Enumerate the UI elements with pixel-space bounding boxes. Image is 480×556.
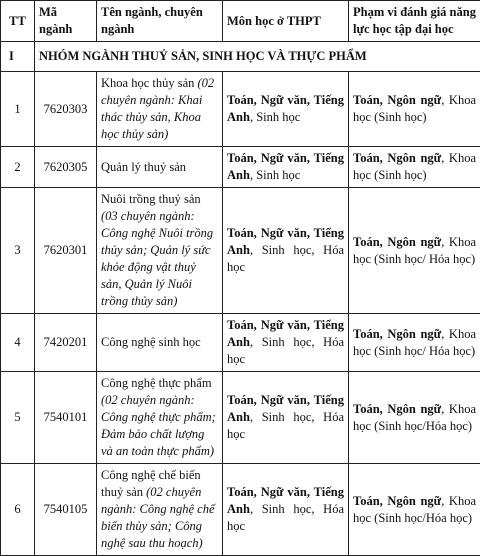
row-number-text: 5 <box>14 410 20 424</box>
extra-subjects: , Sinh học, Hóa học <box>227 335 344 366</box>
row-code-text: 7620305 <box>44 160 88 174</box>
row-code-text: 7620303 <box>44 102 88 116</box>
row-number-text: 3 <box>14 243 20 257</box>
group-title: NHÓM NGÀNH THUỶ SẢN, SINH HỌC VÀ THỰC PHẨM <box>35 42 480 72</box>
row-major-name <box>97 372 223 464</box>
extra-subjects: , Sinh học <box>250 168 300 182</box>
row-number <box>1 147 35 188</box>
core-subjects: Toán, Ngữ văn, Tiếng Anh <box>227 485 344 516</box>
row-code <box>35 372 97 464</box>
major-name: Nuôi trồng thuỷ sản <box>101 192 201 206</box>
row-eval-scope <box>349 372 480 464</box>
core-subjects: Toán, Ngữ văn, Tiếng Anh <box>227 151 344 182</box>
header-code: Mã ngành <box>35 1 97 42</box>
table-row <box>1 72 480 147</box>
row-major-name <box>97 147 223 188</box>
row-major-name <box>97 72 223 147</box>
eval-core: Toán, Ngôn ngữ <box>353 235 441 249</box>
table-row <box>1 314 480 372</box>
row-subjects <box>223 314 349 372</box>
row-subjects <box>223 72 349 147</box>
eval-core: Toán, Ngôn ngữ <box>353 402 441 416</box>
header-subjects: Môn học ở THPT <box>223 1 349 42</box>
core-subjects: Toán, Ngữ văn, Tiếng Anh <box>227 393 344 424</box>
extra-subjects: , Sinh học, Hóa học <box>227 502 344 533</box>
table-row <box>1 372 480 464</box>
eval-science: , Khoa học (Sinh học/ Hóa học) <box>353 327 476 358</box>
row-major-name <box>97 464 223 556</box>
row-code-text: 7620301 <box>44 243 88 257</box>
row-eval-scope <box>349 188 480 314</box>
row-subjects <box>223 372 349 464</box>
table-row <box>1 147 480 188</box>
eval-science: , Khoa học (Sinh học) <box>353 151 476 182</box>
row-code <box>35 147 97 188</box>
major-name: Khoa học thủy sản <box>101 76 198 90</box>
eval-core: Toán, Ngôn ngữ <box>353 494 441 508</box>
row-eval-scope <box>349 314 480 372</box>
group-row <box>1 42 480 72</box>
row-eval-scope <box>349 72 480 147</box>
row-number-text: 6 <box>14 502 20 516</box>
major-specializations: (02 chuyên ngành: Công nghệ thực phẩm; Đảm bảo chất lượng và an toàn thực phẩm) <box>101 393 216 458</box>
table-row <box>1 188 480 314</box>
row-major-name <box>97 188 223 314</box>
major-name: Công nghệ chế biến thuỷ sản <box>101 468 201 499</box>
extra-subjects: , Sinh học <box>250 110 300 124</box>
table-row <box>1 464 480 556</box>
row-code-text: 7540101 <box>44 410 88 424</box>
row-eval-scope <box>349 464 480 556</box>
major-specializations: (03 chuyên ngành: Công nghệ Nuôi trồng thủy sản; Quản lý sức khỏe động vật thuỷ sản, Quản lý Nuôi trồng thủy sản) <box>101 209 213 308</box>
major-specializations: (02 chuyên ngành: Khai thác thủy sản, Khoa học thủy sản) <box>101 76 214 141</box>
row-major-name <box>97 314 223 372</box>
eval-science: , Khoa học (Sinh học/Hóa học) <box>353 402 476 433</box>
major-name: Quản lý thuỷ sản <box>101 160 186 174</box>
extra-subjects: , Sinh học, Hóa học <box>227 410 344 441</box>
row-number-text: 2 <box>14 160 20 174</box>
row-eval-scope <box>349 147 480 188</box>
row-code-text: 7420201 <box>44 335 88 349</box>
eval-science: , Khoa học (Sinh học/ Hóa học) <box>353 235 476 266</box>
eval-science: , Khoa học (Sinh học/Hóa học) <box>353 494 476 525</box>
row-code <box>35 314 97 372</box>
row-subjects <box>223 147 349 188</box>
header-name: Tên ngành, chuyên ngành <box>97 1 223 42</box>
core-subjects: Toán, Ngữ văn, Tiếng Anh <box>227 93 344 124</box>
group-number: I <box>1 42 35 72</box>
row-number <box>1 188 35 314</box>
eval-core: Toán, Ngôn ngữ <box>353 93 441 107</box>
row-code <box>35 72 97 147</box>
core-subjects: Toán, Ngữ văn, Tiếng Anh <box>227 226 344 257</box>
row-number-text: 4 <box>14 335 20 349</box>
major-specializations: (02 chuyên ngành: Công nghệ chế biến thủy sản; Công nghệ sau thu hoạch) <box>101 485 215 550</box>
row-number <box>1 464 35 556</box>
row-code-text: 7540105 <box>44 502 88 516</box>
major-name: Công nghệ sinh học <box>101 335 201 349</box>
core-subjects: Toán, Ngữ văn, Tiếng Anh <box>227 318 344 349</box>
header-row <box>1 1 480 42</box>
row-subjects <box>223 464 349 556</box>
eval-core: Toán, Ngôn ngữ <box>353 151 441 165</box>
row-number <box>1 372 35 464</box>
row-code <box>35 464 97 556</box>
row-number <box>1 72 35 147</box>
eval-science: , Khoa học (Sinh học) <box>353 93 476 124</box>
row-number-text: 1 <box>14 102 20 116</box>
major-name: Công nghệ thực phẩm <box>101 376 212 390</box>
row-code <box>35 188 97 314</box>
extra-subjects: , Sinh học, Hóa học <box>227 243 344 274</box>
row-number <box>1 314 35 372</box>
eval-core: Toán, Ngôn ngữ <box>353 327 441 341</box>
header-tt: TT <box>1 1 35 42</box>
header-eval: Phạm vi đánh giá năng lực học tập đại học <box>349 1 480 42</box>
row-subjects <box>223 188 349 314</box>
